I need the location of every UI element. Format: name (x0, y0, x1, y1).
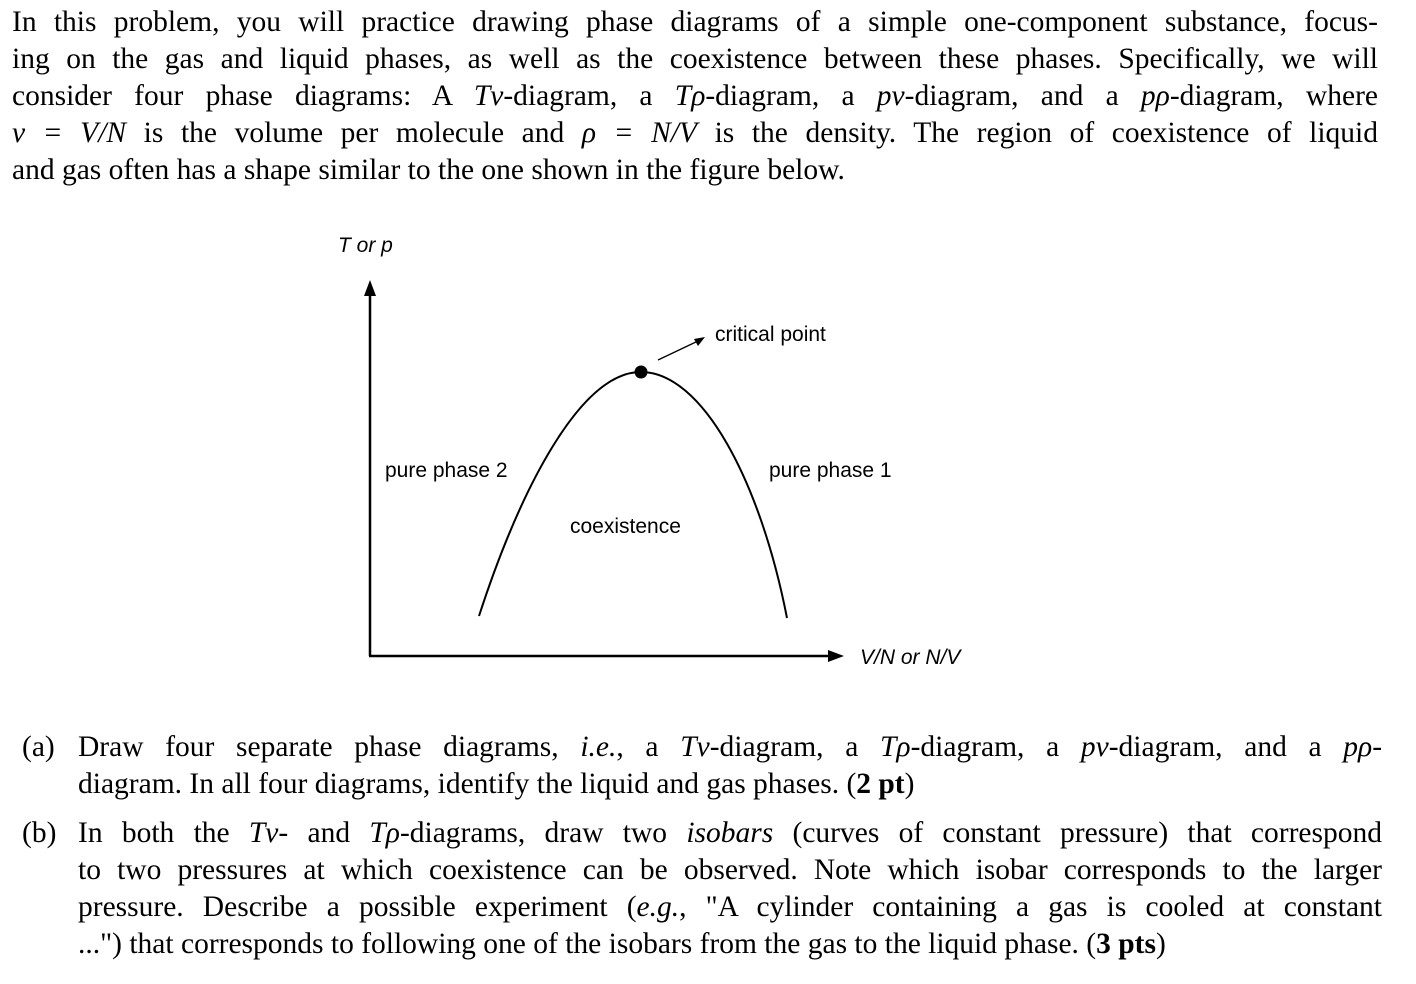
coexistence-label: coexistence (570, 515, 681, 538)
equation-rho: ρ = N/V (581, 117, 697, 149)
part-a-line-2: diagram. In all four diagrams, identify the liquid and gas phases. (2 pt) (78, 768, 915, 800)
equation-v: v = V/N (12, 117, 127, 149)
symbol-prho: pρ (1140, 80, 1170, 112)
critical-point-arrow-icon (694, 337, 705, 346)
pure-phase-2-label: pure phase 2 (385, 459, 508, 482)
part-a-points: 2 pt (856, 768, 905, 800)
symbol-Tv: Tv (473, 80, 504, 112)
y-axis-arrow-icon (364, 280, 376, 296)
part-b (22, 815, 1382, 963)
critical-point-label: critical point (715, 323, 826, 346)
part-a (22, 729, 1382, 803)
pure-phase-1-label: pure phase 1 (769, 459, 892, 482)
intro-line-1: In this problem, you will practice drawing phase diagrams of a simple one-component substance, focus- (12, 6, 1378, 38)
intro-line-2: ing on the gas and liquid phases, as well as the coexistence between these phases. Specifically, we will (12, 43, 1378, 75)
coexistence-curve (479, 372, 787, 618)
part-a-line-1: Draw four separate phase diagrams, i.e., a Tv-diagram, a Tρ-diagram, a pv-diagram, and a pρ- (78, 731, 1383, 763)
critical-point-dot (635, 366, 648, 379)
question-parts (22, 729, 1382, 975)
part-b-line-1: In both the Tv- and Tρ-diagrams, draw two isobars (curves of constant pressure) that correspond (78, 817, 1382, 849)
critical-point-arrow (658, 341, 698, 360)
intro-line-5: and gas often has a shape similar to the one shown in the figure below. (12, 154, 845, 186)
part-b-line-4: ...") that corresponds to following one of the isobars from the gas to the liquid phase. (3 pts) (78, 928, 1166, 960)
y-axis-label: T or p (338, 234, 393, 257)
intro-line-3: consider four phase diagrams: A Tv-diagram, a Tρ-diagram, a pv-diagram, and a pρ-diagram, where (12, 80, 1378, 112)
intro-line-4: v = V/N is the volume per molecule and ρ = N/V is the density. The region of coexistence of liquid (12, 117, 1378, 149)
symbol-Trho: Tρ (674, 80, 706, 112)
part-b-line-2: to two pressures at which coexistence can be observed. Note which isobar corresponds to the larger (78, 854, 1382, 886)
part-a-label: (a) (22, 731, 55, 763)
part-b-points: 3 pts (1096, 928, 1156, 960)
symbol-pv: pv (876, 80, 905, 112)
x-axis-label: V/N or N/V (860, 646, 961, 669)
part-b-line-3: pressure. Describe a possible experiment (e.g., "A cylinder containing a gas is cooled at constant (78, 891, 1382, 923)
part-b-label: (b) (22, 817, 57, 849)
x-axis-arrow-icon (828, 650, 844, 662)
